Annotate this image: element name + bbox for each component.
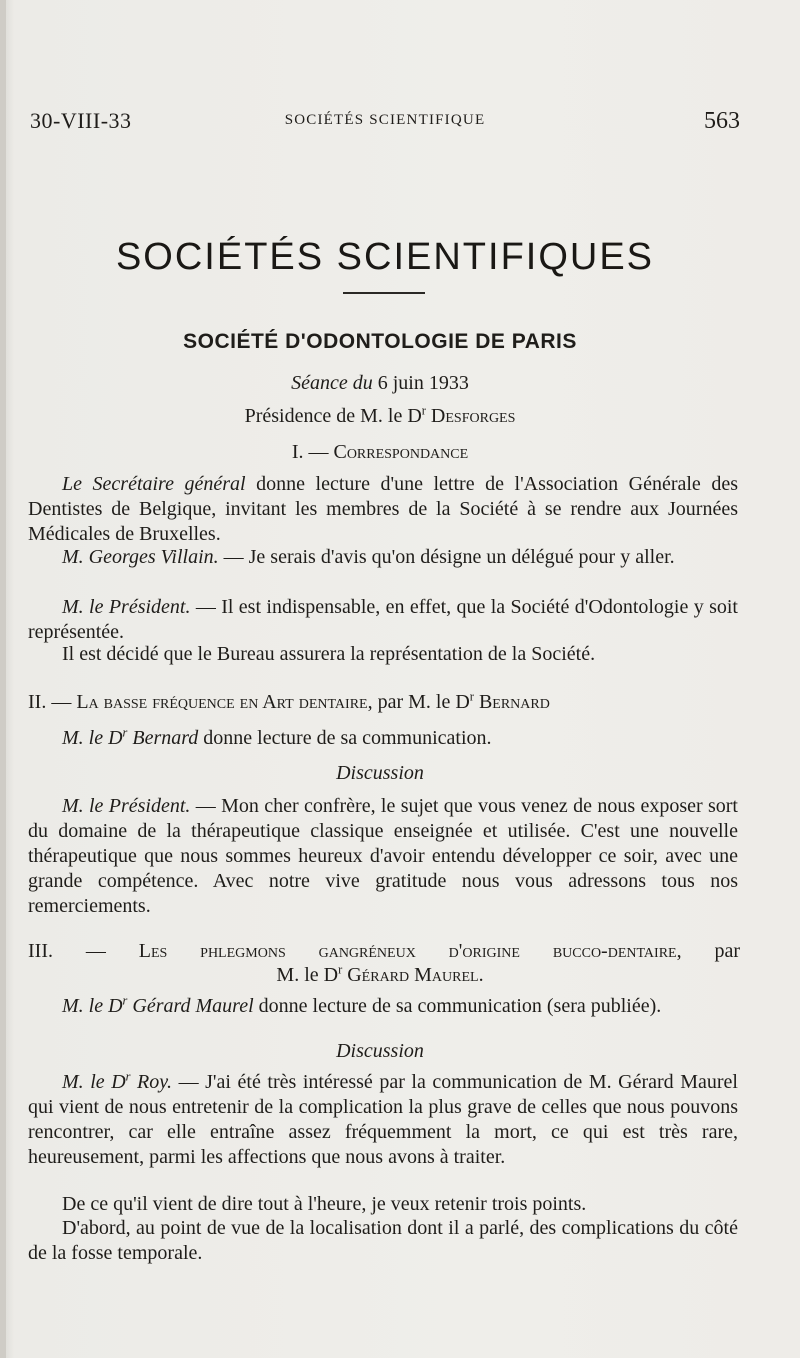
speaker: M. Georges Villain. <box>62 546 219 568</box>
heading-title: La basse fréquence en Art dentaire <box>76 691 368 713</box>
running-head-date: 30-VIII-33 <box>30 108 132 133</box>
speaker-sup: r <box>122 993 128 1008</box>
discussion-heading-1: Discussion <box>336 762 424 784</box>
paragraph-text: donne lecture de sa communication (sera publiée). <box>253 995 662 1017</box>
paragraph-three-points: De ce qu'il vient de dire tout à l'heure, je veux retenir trois points. <box>62 1193 587 1215</box>
heading-sup: r <box>469 689 474 704</box>
section3-heading-line1 <box>28 939 740 964</box>
running-head-title: SOCIÉTÉS SCIENTIFIQUE <box>284 112 486 128</box>
presidency-line <box>0 405 760 428</box>
discussion-heading-2: Discussion <box>336 1040 424 1062</box>
main-title: SOCIÉTÉS SCIENTIFIQUES <box>115 236 655 278</box>
paragraph-text: — Mon cher confrère, le sujet que vous venez de nous exposer sort du domaine de la thérapeutique classique enseignée et utilisée. C'est une nouvelle thérapeutique que nous sommes heureux d'avoir entendu développer ce soir, avec une grande compétence. Avec notre vive gratitude nous vous adressons tous nos remerciements. <box>28 795 738 917</box>
section2-heading <box>28 690 740 715</box>
speaker: M. le D <box>62 1071 126 1093</box>
paragraph-roy <box>28 1070 738 1170</box>
paragraph-maurel <box>28 994 738 1019</box>
running-head <box>30 108 740 138</box>
paragraph-text: donne lecture de sa communication. <box>198 727 492 749</box>
society-heading: SOCIÉTÉ D'ODONTOLOGIE DE PARIS <box>183 330 577 353</box>
session-date: 6 juin 1933 <box>377 372 469 394</box>
paragraph-decision: Il est décidé que le Bureau assurera la représentation de la Société. <box>62 643 596 665</box>
page-spine-shadow <box>0 0 6 1358</box>
paragraph-text: — Je serais d'avis qu'on désigne un délégué pour y aller. <box>218 546 675 568</box>
paragraph-bernard <box>28 726 738 751</box>
heading-by: , par M. le D <box>367 691 470 713</box>
speaker: M. le D <box>62 727 123 749</box>
presidency-text: Présidence de M. le D <box>244 405 422 427</box>
session-line <box>0 372 760 395</box>
heading-prefix: M. le D <box>276 964 339 986</box>
speaker: Le Secrétaire général <box>62 473 246 495</box>
presidency-sup: r <box>421 403 426 418</box>
speaker-sup: r <box>125 1069 131 1084</box>
speaker: M. le Président. <box>62 596 191 618</box>
heading-author: Bernard <box>478 691 550 713</box>
page-number: 563 <box>704 108 740 134</box>
paragraph-secretary <box>28 472 738 547</box>
paragraph-text: — Il est indispensable, en effet, que la Société d'Odontologie y soit représentée. <box>28 596 738 643</box>
heading-sup: r <box>338 962 343 977</box>
speaker-name: Roy. <box>130 1071 173 1093</box>
paragraph-text: — J'ai été très intéressé par la communication de M. Gérard Maurel qui vient de nous entretenir de la complication la plus grave de celles que nous pouvons rencontrer, car elle entraîne assez fréquemment la mort, ce qui est très rare, heureusement, parmi les affections que nous avons à traiter. <box>28 1071 738 1168</box>
speaker: M. le Président. <box>62 795 191 817</box>
speaker-name: Gérard Maurel <box>127 995 254 1017</box>
paragraph-president-2 <box>28 794 738 919</box>
session-prefix: Séance du <box>291 372 373 394</box>
heading-author: Gérard Maurel. <box>347 964 484 986</box>
speaker-sup: r <box>122 725 128 740</box>
heading-prefix: II. — <box>28 691 77 713</box>
paragraph-villain <box>28 545 738 570</box>
paragraph-localisation: D'abord, au point de vue de la localisation dont il a parlé, des complications du côté de la fosse temporale. <box>28 1217 738 1264</box>
heading-by: , par <box>676 940 740 962</box>
paragraph-president-1 <box>28 595 738 645</box>
president-name: Desforges <box>430 405 516 427</box>
speaker-name: Bernard <box>127 727 199 749</box>
heading-prefix: III. — <box>28 940 139 962</box>
section1-heading: I. — Correspondance <box>291 441 469 463</box>
title-rule-divider <box>343 292 425 294</box>
heading-title: Les phlegmons gangréneux d'origine bucco-dentaire <box>138 940 677 962</box>
paragraph-text: donne lecture d'une lettre de l'Association Générale des Dentistes de Belgique, invitant les membres de la Société à se rendre aux Journées Médicales de Bruxelles. <box>28 473 738 545</box>
section3-heading-line2 <box>0 964 760 987</box>
speaker: M. le D <box>62 995 123 1017</box>
